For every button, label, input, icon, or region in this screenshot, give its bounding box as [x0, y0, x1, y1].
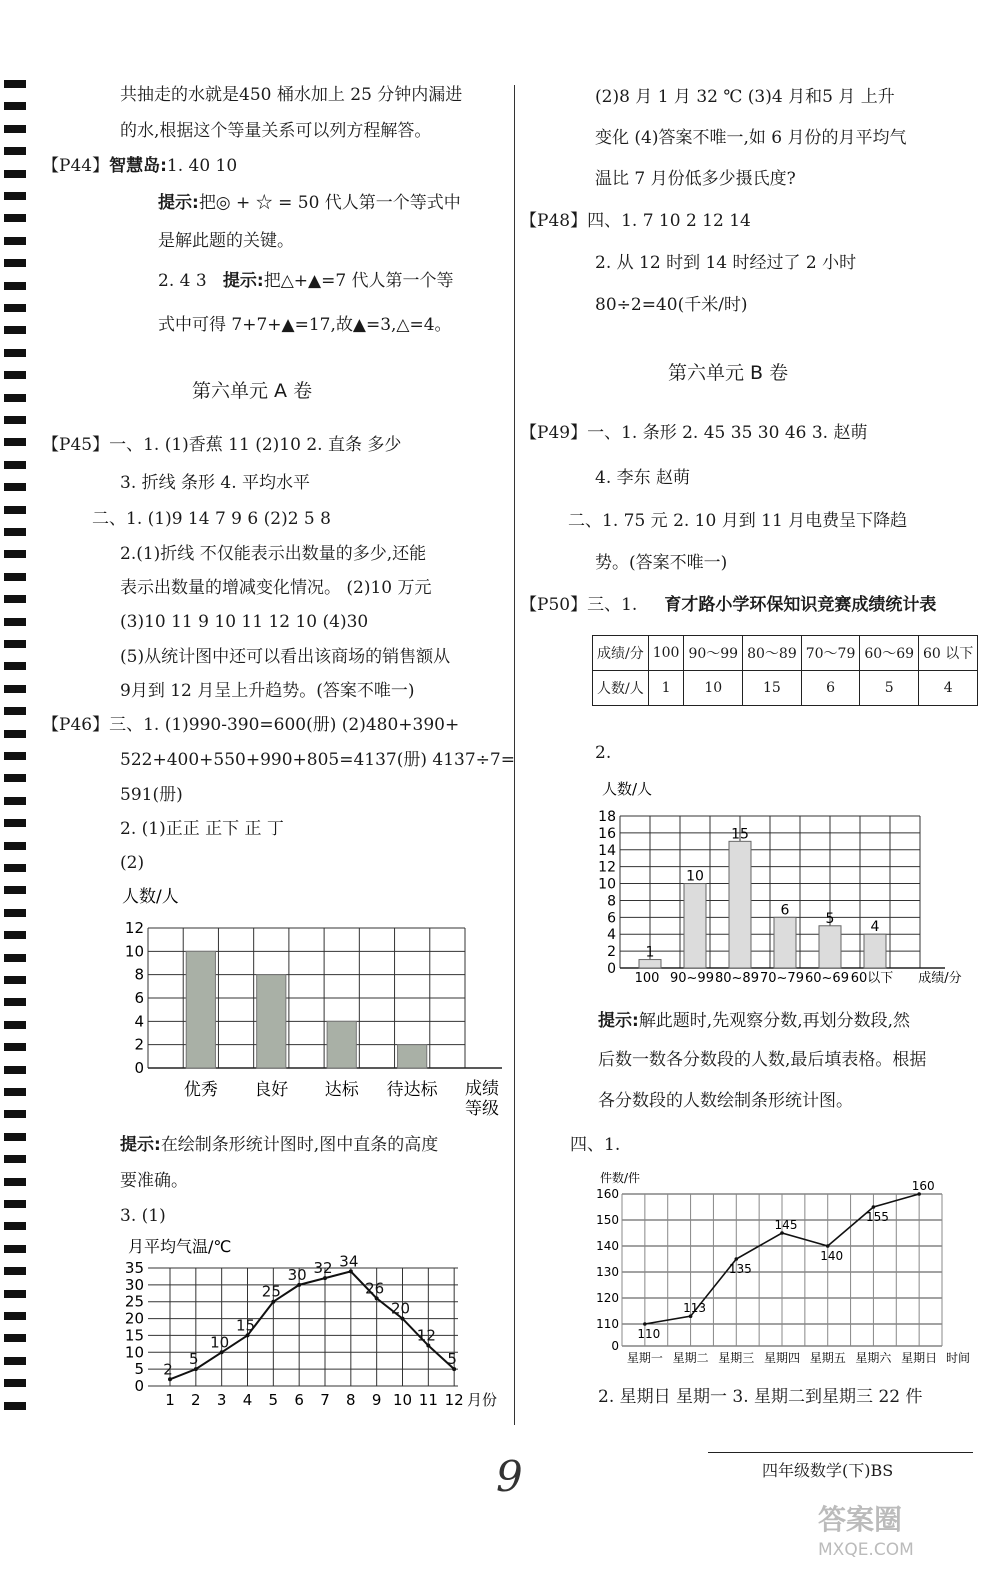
binding-mark: [4, 730, 26, 738]
hint-2b: 式中可得 7+7+▲=17,故▲=3,△=4。: [158, 315, 452, 335]
binding-mark: [4, 1088, 26, 1096]
binding-mark: [4, 102, 26, 110]
binding-mark: [4, 147, 26, 155]
data-point: [734, 1257, 738, 1261]
binding-mark: [4, 1267, 26, 1275]
binding-mark: [4, 125, 26, 133]
data-label: 2: [163, 1360, 173, 1379]
table-cell: 100: [648, 636, 684, 671]
x-axis-label: 成绩/分: [918, 971, 962, 986]
q2-line: [158, 270, 454, 292]
p48-line-3: 80÷2=40(千米/时): [595, 295, 748, 315]
right-line-3: 温比 7 月份低多少摄氏度?: [595, 169, 796, 189]
binding-mark: [4, 438, 26, 446]
p49-line-1: [520, 422, 868, 444]
tick-label: 12: [598, 859, 616, 876]
binding-mark: [4, 259, 26, 267]
data-label: 1: [645, 944, 655, 961]
footer-text: 四年级数学(下)BS: [762, 1461, 894, 1480]
p4-label: 四、1.: [570, 1135, 621, 1155]
tick-label: 12: [124, 919, 144, 937]
tick-label: 0: [134, 1059, 144, 1077]
data-label: 10: [686, 868, 704, 885]
binding-mark: [4, 573, 26, 581]
binding-mark: [4, 192, 26, 200]
category-label: 60以下: [850, 971, 894, 986]
binding-mark: [4, 1110, 26, 1118]
page-number: 9: [496, 1452, 523, 1501]
binding-mark: [4, 1245, 26, 1253]
binding-mark: [4, 864, 26, 872]
binding-mark: [4, 394, 26, 402]
x-axis-label: 等级: [465, 1099, 499, 1119]
binding-mark: [4, 1402, 26, 1410]
category-label: 良好: [254, 1080, 289, 1100]
tick-label: 3: [216, 1391, 227, 1409]
tick-label: 4: [134, 1012, 144, 1031]
table-cell: 1: [648, 671, 684, 706]
binding-mark: [4, 595, 26, 603]
tick-label: 2: [607, 944, 616, 961]
hint-4c: 各分数段的人数绘制条形统计图。: [598, 1091, 853, 1111]
binding-mark: [4, 752, 26, 760]
table-cell: 10: [684, 671, 743, 706]
data-label: 140: [820, 1249, 844, 1263]
table-cell: 5: [860, 671, 919, 706]
data-label: 135: [728, 1262, 752, 1276]
p50-tag: 【P50】: [520, 595, 588, 615]
y-axis-label: 人数/人: [602, 780, 653, 798]
hint-4a: [598, 1010, 910, 1032]
bar: [327, 1021, 356, 1068]
binding-mark: [4, 282, 26, 290]
left-line-1: 共抽走的水就是450 桶水加上 25 分钟内漏进: [120, 85, 463, 105]
binding-mark: [4, 506, 26, 514]
p46-text: 三、1. (1)990-390=600(册) (2)480+390+: [109, 715, 460, 735]
data-label: 5: [825, 910, 835, 927]
category-label: 星期二: [672, 1351, 709, 1365]
tick-label: 15: [124, 1326, 144, 1345]
hint-3b: 要准确。: [120, 1171, 188, 1191]
p49-tag: 【P49】: [520, 423, 588, 443]
x-axis-label: 时间: [945, 1351, 971, 1365]
table-cell: 成绩/分: [593, 636, 649, 671]
hint-text: 把△+▲=7 代人第一个等: [263, 271, 454, 291]
tick-label: 0: [134, 1377, 144, 1395]
data-point: [826, 1244, 830, 1248]
category-label: 90~99: [670, 971, 714, 986]
tick-label: 160: [596, 1187, 619, 1201]
p46-line-2: 522+400+550+990+805=4137(册) 4137÷7=: [120, 750, 515, 770]
binding-mark: [4, 819, 26, 827]
tick-label: 110: [596, 1317, 619, 1331]
category-label: 80~89: [715, 971, 759, 986]
hint-label: 提示:: [158, 193, 199, 213]
binding-mark: [4, 349, 26, 357]
tick-label: 150: [596, 1213, 619, 1227]
tick-label: 30: [124, 1275, 144, 1294]
binding-mark: [4, 976, 26, 984]
binding-mark: [4, 886, 26, 894]
x-axis-label: 月份: [466, 1391, 498, 1409]
p46-line-5: (2): [120, 853, 145, 873]
tick-label: 9: [371, 1391, 382, 1409]
tick-label: 5: [268, 1391, 279, 1409]
binding-mark: [4, 326, 26, 334]
table-cell: 80～89: [743, 636, 802, 671]
bar: [729, 841, 751, 968]
p45-tag: 【P45】: [42, 435, 110, 455]
data-label: 155: [865, 1210, 889, 1224]
tick-label: 12: [444, 1391, 464, 1409]
p49-line-4: 势。(答案不唯一): [595, 553, 728, 573]
p48-tag: 【P48】: [520, 211, 588, 231]
data-label: 34: [339, 1252, 359, 1271]
p46-tag: 【P46】: [42, 715, 110, 735]
hint-label: 提示:: [598, 1011, 639, 1031]
tick-label: 2: [134, 1035, 144, 1054]
y-axis-label: 人数/人: [122, 887, 179, 907]
data-label: 145: [774, 1218, 798, 1232]
left-line-2: 的水,根据这个等量关系可以列方程解答。: [120, 121, 432, 141]
table-cell: 60 以下: [919, 636, 978, 671]
tick-label: 10: [392, 1391, 413, 1409]
sales-line-chart: [590, 1166, 975, 1376]
tick-label: 8: [346, 1391, 356, 1409]
binding-mark: [4, 1222, 26, 1230]
binding-mark: [4, 954, 26, 962]
p49-text: 一、1. 条形 2. 45 35 30 46 3. 赵萌: [587, 423, 868, 443]
binding-mark: [4, 1290, 26, 1298]
table-header-row: [593, 636, 978, 671]
hint-1b: 是解此题的关键。: [158, 231, 294, 251]
binding-mark: [4, 416, 26, 424]
p50-line: [520, 594, 936, 616]
tick-label: 2: [191, 1391, 201, 1409]
tick-label: 10: [598, 876, 616, 893]
category-label: 100: [634, 971, 660, 986]
last-answer-line: 2. 星期日 星期一 3. 星期二到星期三 22 件: [598, 1387, 923, 1407]
data-point: [872, 1205, 876, 1209]
table-title: 育才路小学环保知识竞赛成绩统计表: [664, 595, 937, 615]
binding-mark: [4, 304, 26, 312]
data-label: 15: [731, 826, 749, 843]
p48-line-1: [520, 210, 751, 232]
binding-mark: [4, 214, 26, 222]
binding-mark: [4, 1021, 26, 1029]
tick-label: 8: [134, 965, 144, 984]
tick-label: 14: [598, 842, 616, 859]
p44-line: [42, 155, 237, 177]
data-point: [643, 1322, 647, 1326]
bar: [186, 951, 215, 1068]
tick-label: 0: [607, 961, 616, 977]
footer-rule: [708, 1452, 973, 1453]
hint-1a: [158, 192, 461, 214]
binding-mark: [4, 237, 26, 245]
tick-label: 16: [598, 825, 616, 842]
table-cell: 人数/人: [593, 671, 649, 706]
table-cell: 70～79: [801, 636, 860, 671]
category-label: 星期四: [763, 1351, 801, 1365]
hint-3a: [120, 1134, 438, 1156]
binding-mark: [4, 1379, 26, 1387]
category-label: 星期五: [809, 1351, 846, 1365]
binding-mark: [4, 662, 26, 670]
tick-label: 140: [596, 1239, 619, 1253]
data-label: 15: [235, 1316, 256, 1335]
binding-mark: [4, 797, 26, 805]
grade-bar-chart: [110, 880, 510, 1120]
unit-a-title: 第六单元 A 卷: [192, 380, 313, 402]
bar: [639, 960, 661, 968]
binding-mark: [4, 1334, 26, 1342]
binding-mark: [4, 774, 26, 782]
p49-line-2: 4. 李东 赵萌: [595, 468, 691, 488]
data-label: 160: [911, 1179, 935, 1193]
data-label: 32: [313, 1259, 333, 1278]
binding-mark: [4, 1043, 26, 1051]
right-line-2: 变化 (4)答案不唯一,如 6 月份的月平均气: [595, 128, 907, 148]
binding-mark: [4, 483, 26, 491]
bar: [257, 975, 286, 1068]
table-row: [593, 671, 978, 706]
binding-mark: [4, 1066, 26, 1074]
table-cell: 4: [919, 671, 978, 706]
binding-mark: [4, 371, 26, 379]
data-label: 25: [261, 1282, 281, 1301]
series-line: [170, 1271, 454, 1379]
q2-label: 2.: [595, 743, 612, 763]
data-label: 5: [189, 1350, 199, 1369]
p48-text: 四、1. 7 10 2 12 14: [587, 211, 751, 231]
p45-line-3: 二、1. (1)9 14 7 9 6 (2)2 5 8: [92, 509, 331, 529]
watermark-url: MXQE.COM: [818, 1540, 914, 1560]
q2-answer: 2. 4 3: [158, 271, 207, 291]
data-label: 5: [447, 1350, 457, 1369]
bar: [774, 917, 796, 968]
p45-line-5: 表示出数量的增减变化情况。 (2)10 万元: [120, 578, 432, 598]
bar: [864, 934, 886, 968]
data-label: 10: [210, 1333, 230, 1352]
binding-mark: [4, 931, 26, 939]
tick-label: 35: [124, 1259, 144, 1277]
tick-label: 0: [611, 1339, 619, 1353]
hint-text: 把◎ + ☆ = 50 代人第一个等式中: [198, 193, 461, 213]
binding-mark: [4, 1200, 26, 1208]
binding-marks: [4, 80, 28, 1420]
watermark-logo: 答案圈: [818, 1503, 903, 1536]
binding-mark: [4, 528, 26, 536]
category-label: 待达标: [386, 1080, 438, 1100]
tick-label: 10: [124, 1343, 144, 1362]
binding-mark: [4, 640, 26, 648]
hint-4b: 后数一数各分数段的人数,最后填表格。根据: [598, 1050, 927, 1070]
binding-mark: [4, 707, 26, 715]
bar: [819, 926, 841, 968]
tick-label: 20: [124, 1309, 144, 1328]
tick-label: 10: [124, 942, 144, 961]
binding-mark: [4, 618, 26, 626]
hint-text: 在绘制条形统计图时,图中直条的高度: [160, 1135, 439, 1155]
p44-tag: 【P44】: [42, 156, 110, 176]
p45-line-8: 9月到 12 月呈上升趋势。(答案不唯一): [120, 681, 415, 701]
category-label: 优秀: [183, 1080, 218, 1100]
tick-label: 18: [598, 809, 616, 825]
score-bar-chart: [590, 778, 975, 988]
y-axis-label: 件数/件: [600, 1171, 641, 1185]
tick-label: 4: [242, 1391, 253, 1409]
tick-label: 120: [596, 1291, 619, 1305]
unit-b-title: 第六单元 B 卷: [668, 362, 789, 384]
category-label: 星期六: [855, 1351, 892, 1365]
p45-line-6: (3)10 11 9 10 11 12 10 (4)30: [120, 612, 369, 632]
q3-line: 3. (1): [120, 1206, 166, 1226]
p46-line-1: [42, 714, 459, 736]
data-label: 113: [683, 1301, 707, 1316]
binding-mark: [4, 461, 26, 469]
binding-mark: [4, 1178, 26, 1186]
p46-line-4: 2. (1)正正 正下 正 丁: [120, 819, 284, 839]
bar: [684, 884, 706, 968]
p45-line-7: (5)从统计图中还可以看出该商场的销售额从: [120, 647, 451, 667]
p45-text: 一、1. (1)香蕉 11 (2)10 2. 直条 多少: [109, 435, 402, 455]
tick-label: 1: [165, 1391, 175, 1409]
tick-label: 130: [596, 1265, 619, 1279]
hint-label: 提示:: [120, 1135, 161, 1155]
binding-mark: [4, 1312, 26, 1320]
p50-heading: 三、1.: [587, 595, 638, 615]
category-label: 星期三: [718, 1351, 755, 1365]
binding-mark: [4, 1133, 26, 1141]
table-cell: 60～69: [860, 636, 919, 671]
tick-label: 11: [418, 1391, 438, 1409]
category-label: 星期一: [626, 1351, 663, 1365]
data-label: 30: [287, 1265, 307, 1284]
category-label: 达标: [324, 1080, 359, 1100]
binding-mark: [4, 1357, 26, 1365]
tick-label: 25: [124, 1292, 144, 1311]
tick-label: 8: [607, 893, 616, 910]
data-label: 20: [390, 1299, 411, 1318]
p45-line-2: 3. 折线 条形 4. 平均水平: [120, 473, 311, 493]
table-cell: 6: [801, 671, 860, 706]
category-label: 60~69: [805, 971, 849, 986]
x-axis-label: 成绩: [465, 1079, 499, 1099]
table-cell: 15: [743, 671, 802, 706]
hint-text: 解此题时,先观察分数,再划分数段,然: [638, 1011, 911, 1031]
binding-mark: [4, 998, 26, 1006]
data-label: 12: [416, 1326, 436, 1345]
binding-mark: [4, 1155, 26, 1163]
category-label: 星期日: [901, 1351, 938, 1365]
binding-mark: [4, 842, 26, 850]
data-label: 4: [870, 919, 880, 936]
score-table: [592, 635, 978, 706]
binding-mark: [4, 550, 26, 558]
p49-line-3: 二、1. 75 元 2. 10 月到 11 月电费呈下降趋: [568, 511, 908, 531]
p44-answer: 1. 40 10: [166, 156, 238, 176]
right-line-1: (2)8 月 1 月 32 ℃ (3)4 月和5 月 上升: [595, 87, 895, 107]
p46-line-3: 591(册): [120, 785, 183, 805]
temperature-line-chart: [110, 1232, 510, 1412]
y-axis-label: 月平均气温/℃: [128, 1237, 232, 1256]
p48-line-2: 2. 从 12 时到 14 时经过了 2 小时: [595, 253, 857, 273]
p44-heading: 智慧岛:: [109, 156, 167, 176]
tick-label: 6: [134, 989, 144, 1007]
binding-mark: [4, 685, 26, 693]
hint-label: 提示:: [222, 271, 264, 291]
binding-mark: [4, 909, 26, 917]
p45-line-1: [42, 434, 401, 456]
binding-mark: [4, 170, 26, 178]
data-label: 26: [365, 1279, 385, 1298]
p45-line-4: 2.(1)折线 不仅能表示出数量的多少,还能: [120, 544, 427, 564]
table-cell: 90～99: [684, 636, 743, 671]
tick-label: 4: [607, 927, 616, 944]
category-label: 70~79: [760, 971, 804, 986]
data-label: 6: [780, 902, 790, 919]
tick-label: 6: [294, 1391, 304, 1409]
data-label: 110: [637, 1327, 661, 1341]
tick-label: 6: [607, 910, 616, 927]
bar: [398, 1045, 427, 1068]
tick-label: 5: [134, 1360, 144, 1379]
binding-mark: [4, 80, 26, 88]
tick-label: 7: [320, 1391, 330, 1409]
